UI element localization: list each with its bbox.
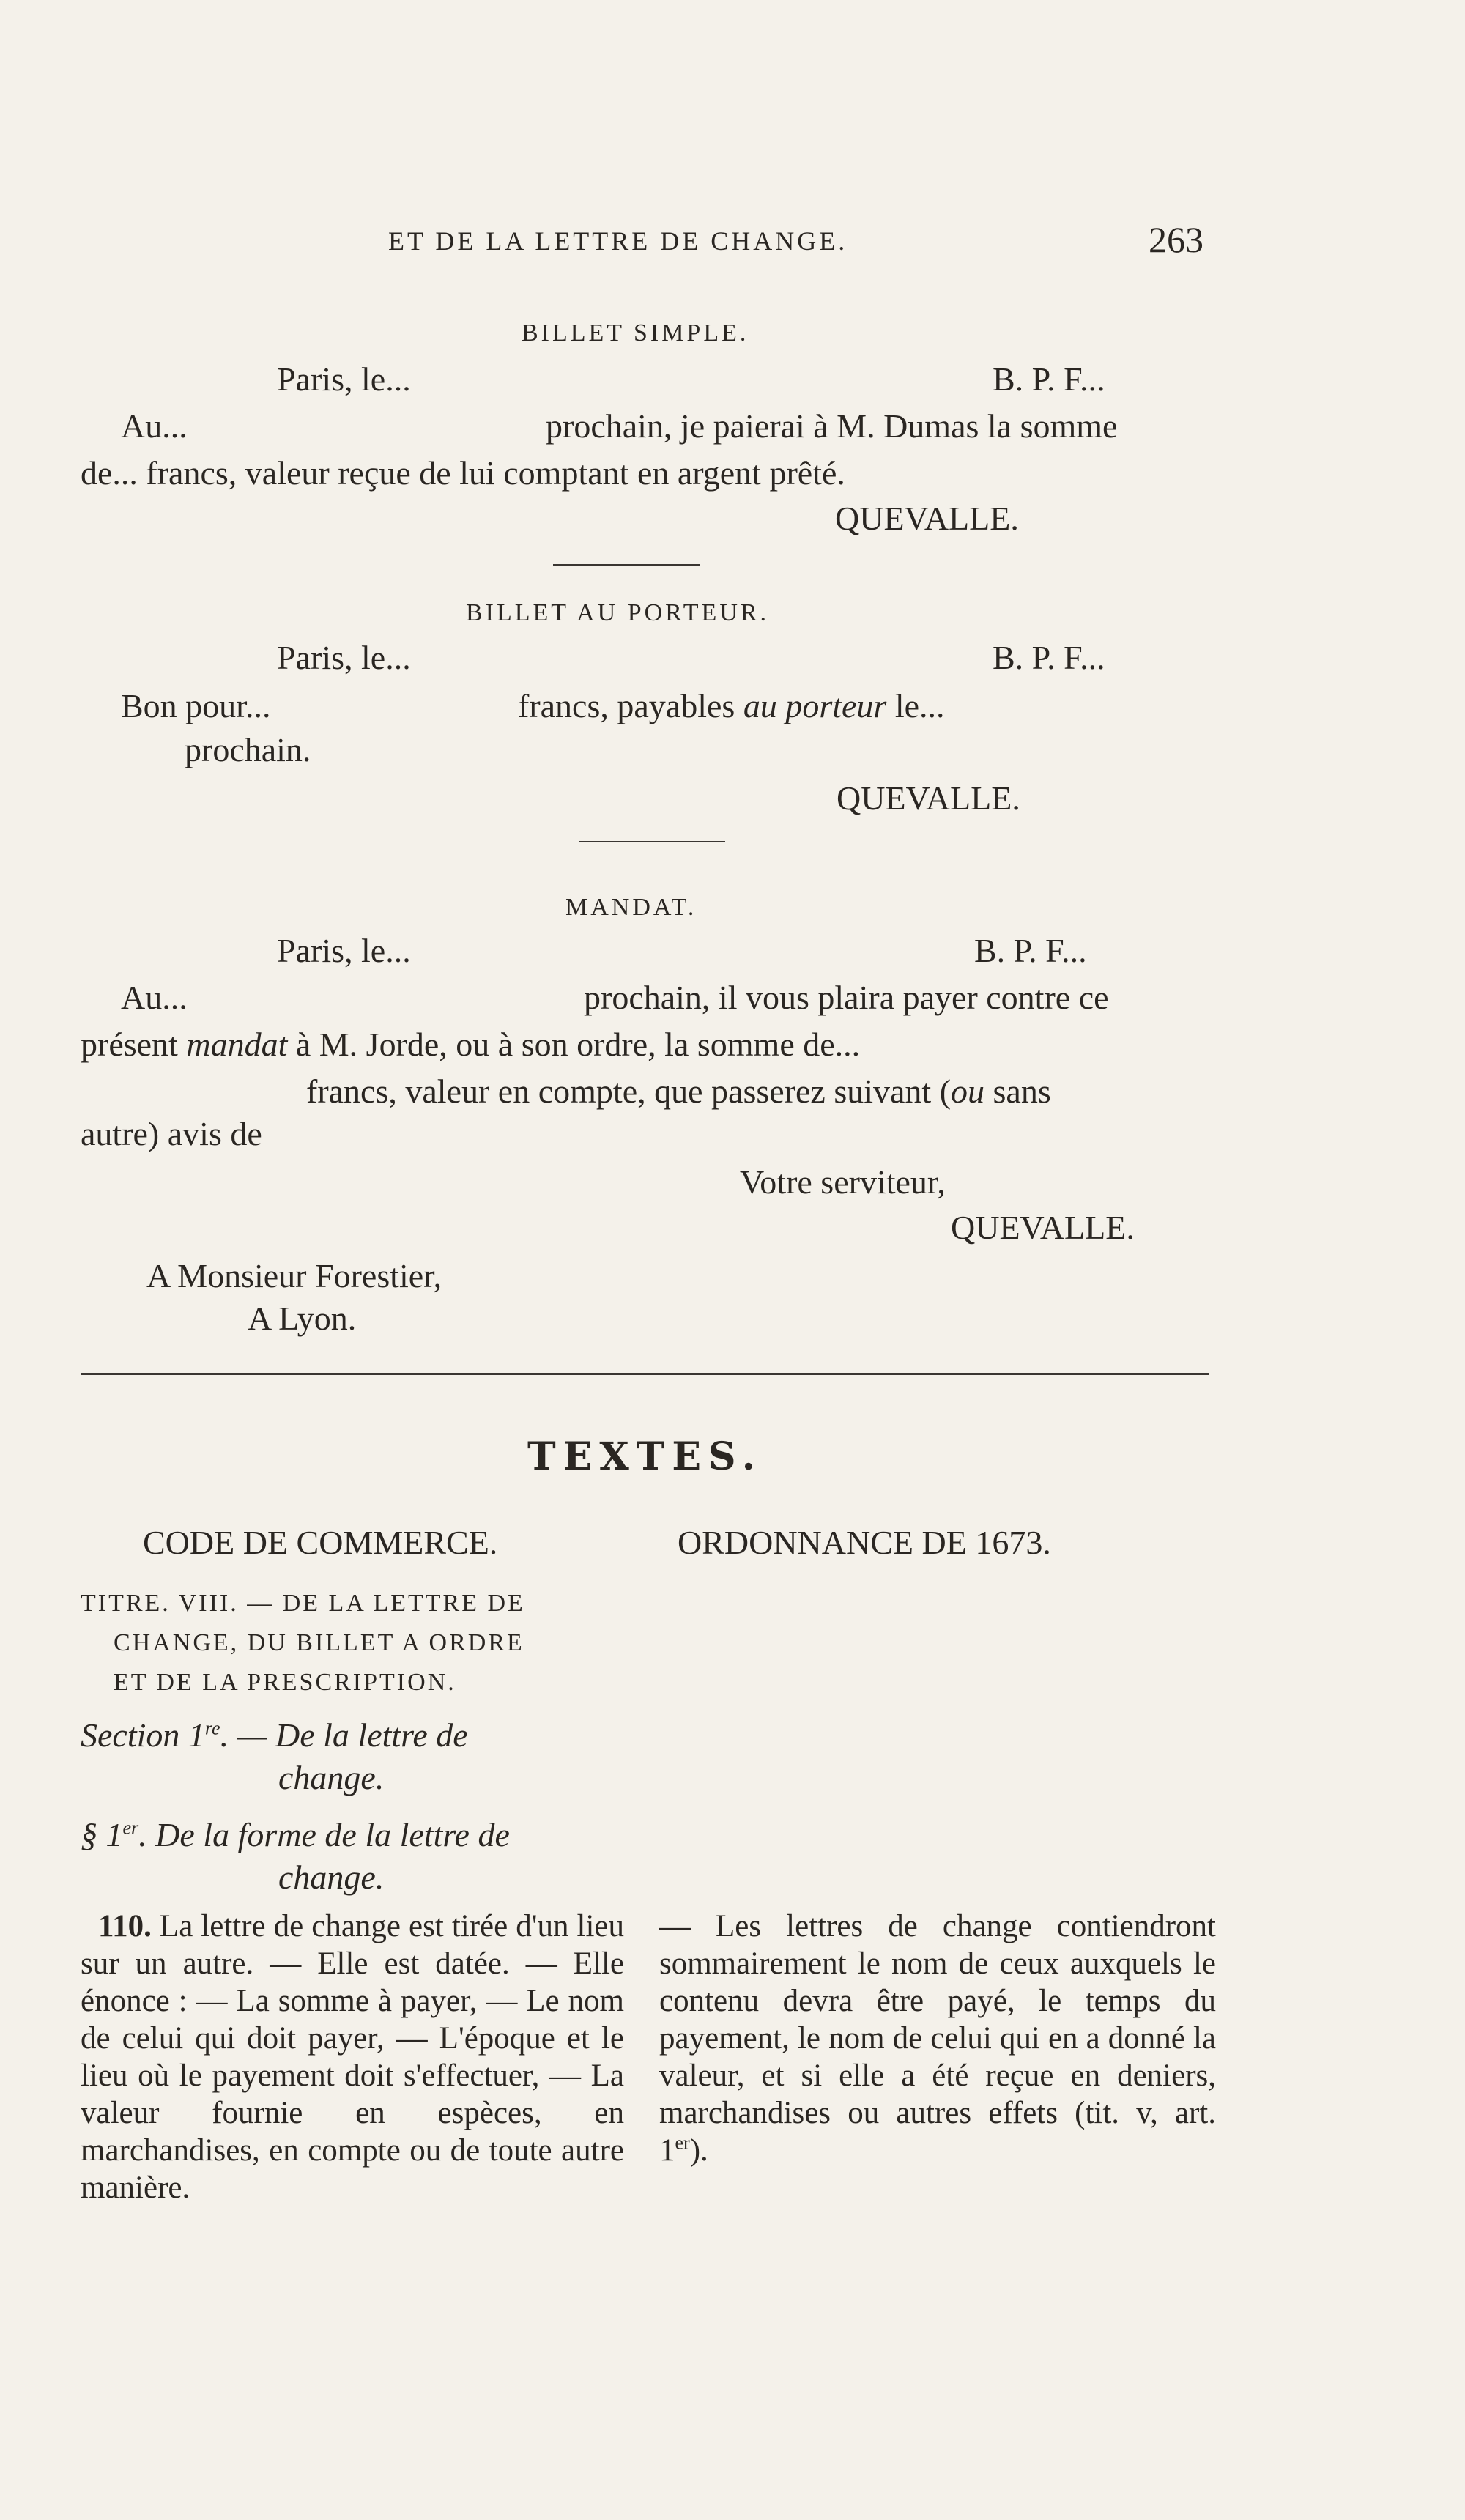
billet-porteur-line1-left: Bon pour... bbox=[121, 687, 271, 724]
mandat-line2: présent mandat à M. Jorde, ou à son ordre, la somme de... bbox=[81, 1026, 861, 1063]
billet-simple-heading: BILLET SIMPLE. bbox=[522, 319, 749, 346]
mandat-amount: B. P. F... bbox=[974, 932, 1087, 969]
billet-simple-signature: QUEVALLE. bbox=[835, 500, 1019, 537]
code-commerce-title: CODE DE COMMERCE. bbox=[143, 1524, 498, 1561]
billet-simple-amount: B. P. F... bbox=[993, 360, 1105, 398]
titre-line-3: ET DE LA PRESCRIPTION. bbox=[114, 1669, 456, 1696]
mandat-line4: autre) avis de bbox=[81, 1115, 262, 1152]
mandat-addressee-city: A Lyon. bbox=[248, 1300, 357, 1337]
billet-simple-place-date: Paris, le... bbox=[277, 360, 411, 398]
ordonnance-article: — Les lettres de change contiendront sommairement le nom de ceux auxquels le contenu devra être payé, le temps du payement, le nom de celui qui en a donné la valeur, et si elle a été reçue en deniers, marchandises ou autres effets (tit. v, art. 1er). bbox=[659, 1909, 1216, 2168]
billet-simple-line2: de... francs, valeur reçue de lui comptant en argent prêté. bbox=[81, 454, 845, 492]
billet-porteur-line2: prochain. bbox=[185, 731, 311, 768]
billet-porteur-amount: B. P. F... bbox=[993, 639, 1105, 676]
section-heading: Section 1re. — De la lettre de bbox=[81, 1716, 468, 1754]
paragraph-heading-cont: change. bbox=[278, 1858, 385, 1896]
textes-heading: TEXTES. bbox=[527, 1434, 763, 1479]
titre-line-1: TITRE. VIII. — DE LA LETTRE DE bbox=[81, 1590, 525, 1617]
article-110 bbox=[81, 1908, 624, 2206]
mandat-closing: Votre serviteur, bbox=[740, 1163, 946, 1201]
article-text: La lettre de change est tirée d'un lieu sur un autre. — Elle est datée. — Elle énonce : — La somme à payer, — Le nom de celui qui doit payer, — L'époque et le lieu où le payement doit s'effectuer, — La valeur fournie en espèces, en marchandises, en compte ou de toute autre manière. bbox=[81, 1909, 624, 2205]
paragraph-heading: § 1er. De la forme de la lettre de bbox=[81, 1816, 510, 1853]
mandat-line1-left: Au... bbox=[121, 979, 188, 1016]
titre-line-2: CHANGE, DU BILLET A ORDRE bbox=[114, 1629, 524, 1656]
section-divider bbox=[81, 1373, 1209, 1375]
mandat-line1-right: prochain, il vous plaira payer contre ce bbox=[584, 979, 1109, 1016]
billet-porteur-line1-right: francs, payables au porteur le... bbox=[518, 687, 945, 724]
mandat-addressee-name: A Monsieur Forestier, bbox=[146, 1257, 442, 1294]
mandat-signature: QUEVALLE. bbox=[951, 1209, 1135, 1246]
divider bbox=[553, 564, 700, 566]
page-number: 263 bbox=[1149, 219, 1203, 260]
ordonnance-title: ORDONNANCE DE 1673. bbox=[678, 1524, 1051, 1561]
billet-simple-line1-left: Au... bbox=[121, 407, 188, 445]
mandat-place-date: Paris, le... bbox=[277, 932, 411, 969]
billet-porteur-signature: QUEVALLE. bbox=[837, 779, 1020, 817]
article-number: 110. bbox=[98, 1909, 152, 1943]
mandat-heading: MANDAT. bbox=[565, 894, 697, 921]
billet-porteur-place-date: Paris, le... bbox=[277, 639, 411, 676]
billet-simple-line1-right: prochain, je paierai à M. Dumas la somme bbox=[546, 407, 1118, 445]
mandat-line3: francs, valeur en compte, que passerez suivant (ou sans bbox=[306, 1072, 1051, 1110]
section-heading-cont: change. bbox=[278, 1759, 385, 1796]
running-title: ET DE LA LETTRE DE CHANGE. bbox=[388, 226, 848, 256]
billet-porteur-heading: BILLET AU PORTEUR. bbox=[466, 599, 770, 626]
divider bbox=[579, 841, 725, 842]
